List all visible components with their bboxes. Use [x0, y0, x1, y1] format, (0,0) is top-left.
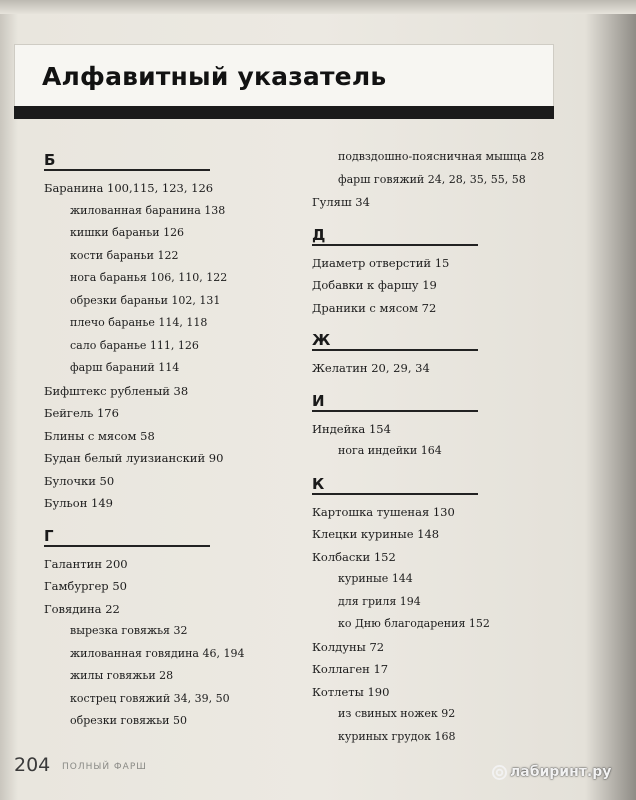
section-letter: Ж: [312, 331, 331, 349]
index-subentry: куриных грудок 168: [338, 729, 456, 743]
index-subentry: сало баранье 111, 126: [70, 338, 199, 352]
index-entry: Говядина 22: [44, 601, 120, 616]
labyrinth-logo-icon: [492, 765, 507, 780]
section-gap: [44, 515, 284, 528]
index-entry: Клецки куриные 148: [312, 527, 440, 541]
index-subentry: кишки бараньи 126: [70, 226, 185, 239]
index-entry: Колдуны 72: [312, 639, 385, 654]
index-entry: Индейка 154: [312, 421, 391, 436]
index-subentry: кострец говяжий 34, 39, 50: [70, 691, 230, 705]
section-rule: [312, 349, 478, 351]
section-rule: [312, 244, 478, 246]
index-entry: Диаметр отверстий 15: [312, 255, 450, 270]
index-entry: Желатин 20, 29, 34: [312, 361, 430, 375]
section-gap: [312, 319, 582, 332]
section-rule: [312, 493, 478, 495]
index-subentry: обрезки бараньи 102, 131: [70, 293, 221, 307]
index-column-left: [44, 152, 284, 733]
section-letter: Г: [44, 526, 54, 545]
index-subentry: нога индейки 164: [338, 444, 442, 457]
page-number: 204: [14, 754, 51, 776]
watermark-text: лабиринт.ру: [510, 764, 612, 780]
index-entry: Гуляш 34: [312, 195, 370, 209]
section-letter: К: [312, 474, 325, 493]
section-gap: [312, 463, 582, 476]
index-subentry: обрезки говяжьи 50: [70, 714, 187, 727]
index-entry: Блины с мясом 58: [44, 428, 155, 443]
index-entry: Бульон 149: [44, 496, 113, 510]
index-subentry: жилованная говядина 46, 194: [70, 646, 245, 660]
index-entry: Галантин 200: [44, 556, 128, 571]
book-title: ПОЛНЫЙ ФАРШ: [62, 762, 147, 772]
index-subentry: жилованная баранина 138: [70, 203, 226, 217]
index-entry: Баранина 100,115, 123, 126: [44, 181, 214, 195]
header-bar: [14, 106, 554, 119]
index-subentry: вырезка говяжья 32: [70, 624, 188, 637]
section-gap: [312, 214, 582, 227]
index-entry: Коллаген 17: [312, 662, 389, 676]
index-subentry: фарш бараний 114: [70, 361, 180, 374]
index-entry: Картошка тушеная 130: [312, 504, 455, 519]
section-letter: Б: [44, 151, 56, 169]
section-rule: [312, 410, 478, 412]
section-letter: И: [312, 391, 325, 410]
index-entry: Будан белый луизианский 90: [44, 451, 224, 465]
section-rule: [44, 545, 210, 547]
index-entry: Драники с мясом 72: [312, 300, 437, 315]
watermark: [492, 764, 611, 780]
index-entry: Бифштекс рубленый 38: [44, 383, 189, 398]
index-subentry: для гриля 194: [338, 594, 421, 608]
index-subentry: фарш говяжий 24, 28, 35, 55, 58: [338, 172, 526, 186]
section-letter: Д: [312, 225, 326, 244]
section-rule: [44, 169, 210, 171]
index-entry: Колбаски 152: [312, 549, 396, 564]
index-entry: Гамбургер 50: [44, 579, 127, 593]
page-title: Алфавитный указатель: [42, 62, 387, 91]
index-subentry: из свиных ножек 92: [338, 707, 456, 720]
page-edge: [0, 0, 636, 14]
index-subentry: куриные 144: [338, 572, 413, 585]
index-subentry: подвздошно-поясничная мышца 28: [338, 150, 545, 163]
index-subentry: плечо баранье 114, 118: [70, 316, 208, 329]
index-entry: Добавки к фаршу 19: [312, 278, 437, 292]
index-subentry: кости бараньи 122: [70, 248, 179, 262]
index-column-right: [312, 146, 582, 748]
index-entry: Бейгель 176: [44, 406, 119, 420]
index-entry: Котлеты 190: [312, 684, 390, 699]
section-gap: [312, 380, 582, 393]
index-subentry: ко Дню благодарения 152: [338, 617, 490, 630]
index-subentry: жилы говяжьи 28: [70, 669, 174, 682]
index-entry: Булочки 50: [44, 473, 115, 488]
index-subentry: нога баранья 106, 110, 122: [70, 271, 228, 284]
